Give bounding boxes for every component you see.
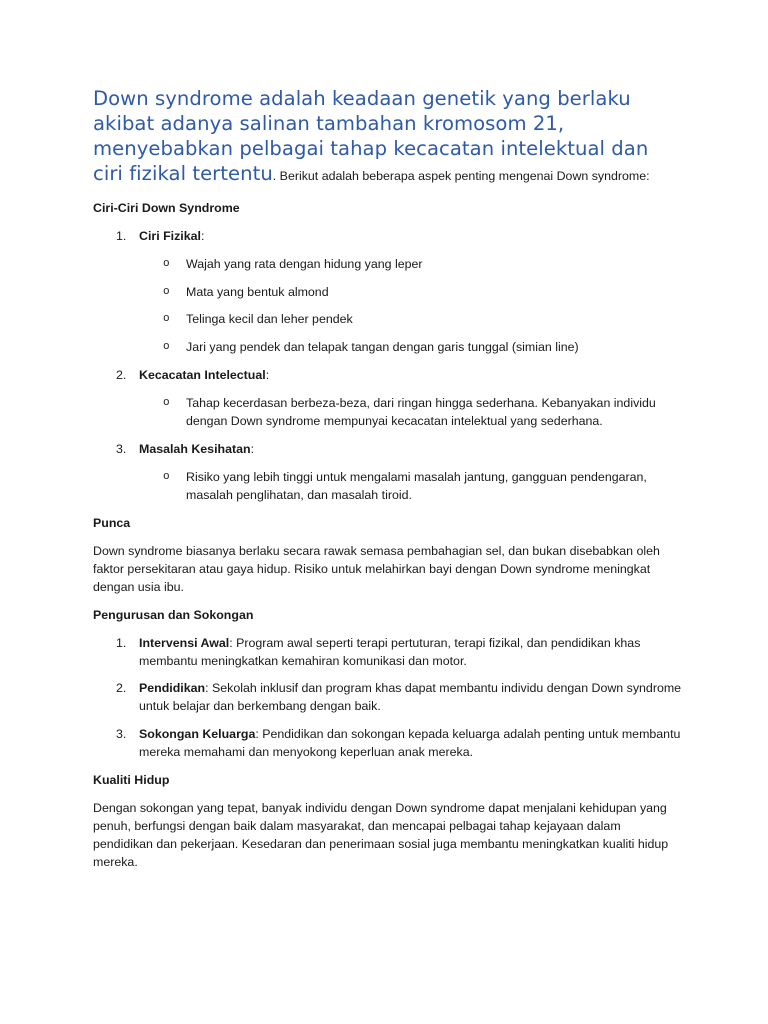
section-heading-kualiti: Kualiti Hidup <box>93 772 170 787</box>
bullet-icon: o <box>163 285 170 298</box>
sub-list-item <box>93 394 683 430</box>
sub-list-item <box>93 283 683 301</box>
list-number: 3. <box>116 441 127 456</box>
sub-list-item <box>93 255 683 273</box>
sub-item-text: Telinga kecil dan leher pendek <box>186 312 353 326</box>
punca-paragraph: Down syndrome biasanya berlaku secara rawak semasa pembahagian sel, dan bukan disebabkan oleh faktor persekitaran atau gaya hidup. Risiko untuk melahirkan bayi dengan Down syndrome meningkat dengan usia ibu. <box>93 543 660 594</box>
ciri-item-title: Kecacatan Intelectual <box>139 367 266 382</box>
sub-item-text: Tahap kecerdasan berbeza-beza, dari ringan hingga sederhana. Kebanyakan individu dengan Down syndrome mempunyai kecacatan intelektual yang sederhana. <box>186 395 656 428</box>
pengurusan-item-text: : Program awal seperti terapi pertuturan, terapi fizikal, dan pendidikan khas membantu meningkatkan kemahiran komunikasi dan motor. <box>139 635 641 668</box>
ciri-item-title: Masalah Kesihatan <box>139 441 251 456</box>
pengurusan-item <box>93 725 683 761</box>
sub-item-text: Mata yang bentuk almond <box>186 284 329 299</box>
list-number: 2. <box>116 367 127 382</box>
pengurusan-item-title: Sokongan Keluarga <box>139 726 256 741</box>
bullet-icon: o <box>163 313 170 325</box>
ciri-list <box>93 440 683 458</box>
list-number: 1. <box>116 635 127 650</box>
ciri-item <box>93 440 683 458</box>
document-body <box>93 86 683 871</box>
ciri-list <box>93 227 683 245</box>
ciri-item <box>93 227 683 245</box>
pengurusan-item-title: Intervensi Awal <box>139 635 230 650</box>
ciri-fizikal-sublist <box>93 255 683 356</box>
section-heading-punca: Punca <box>93 515 131 530</box>
list-number: 3. <box>116 726 127 741</box>
ciri-item <box>93 366 683 384</box>
kesihatan-sublist <box>93 468 683 504</box>
sub-item-text: Jari yang pendek dan telapak tangan dengan garis tunggal (simian line) <box>186 339 579 354</box>
sub-list-item <box>93 468 683 504</box>
ciri-item-colon: : <box>265 367 270 382</box>
list-number: 2. <box>116 681 127 695</box>
bullet-icon: o <box>163 470 170 483</box>
bullet-icon: o <box>163 258 170 270</box>
sub-list-item <box>93 310 683 328</box>
section-heading-pengurusan: Pengurusan dan Sokongan <box>93 607 254 622</box>
bullet-icon: o <box>163 396 170 409</box>
ciri-list <box>93 366 683 384</box>
list-number: 1. <box>116 229 127 243</box>
pengurusan-item <box>93 679 683 715</box>
intro-paragraph <box>93 86 683 186</box>
pengurusan-item <box>93 634 683 670</box>
section-heading-ciri: Ciri-Ciri Down Syndrome <box>93 201 240 215</box>
kecacatan-sublist <box>93 394 683 430</box>
ciri-item-title: Ciri Fizikal <box>139 229 201 243</box>
kualiti-paragraph: Dengan sokongan yang tepat, banyak individu dengan Down syndrome dapat menjalani kehidupan yang penuh, berfungsi dengan baik dalam masyarakat, dan mencapai pelbagai tahap kejayaan dalam pendidikan dan pekerjaan. Kesedaran dan penerimaan sosial juga membantu meningkatkan kualiti hidup mereka. <box>93 800 669 869</box>
intro-lead-text: Down syndrome adalah keadaan genetik yang berlaku akibat adanya salinan tambahan kromosom 21, menyebabkan pelbagai tahap kecacatan intelektual dan ciri fizikal tertentu <box>93 87 649 185</box>
sub-item-text: Wajah yang rata dengan hidung yang leper <box>186 257 423 271</box>
sub-item-text: Risiko yang lebih tinggi untuk mengalami masalah jantung, gangguan pendengaran, masalah penglihatan, dan masalah tiroid. <box>186 469 647 502</box>
bullet-icon: o <box>163 340 170 353</box>
ciri-item-colon: : <box>200 229 205 243</box>
intro-rest-text: . Berikut adalah beberapa aspek penting mengenai Down syndrome: <box>272 169 650 183</box>
pengurusan-list <box>93 634 683 761</box>
pengurusan-item-text: : Sekolah inklusif dan program khas dapat membantu individu dengan Down syndrome untuk belajar dan berkembang dengan baik. <box>139 681 682 713</box>
ciri-item-colon: : <box>250 441 255 456</box>
pengurusan-item-title: Pendidikan <box>139 681 206 695</box>
pengurusan-item-text: : Pendidikan dan sokongan kepada keluarga adalah penting untuk membantu mereka memahami dan menyokong keperluan anak mereka. <box>139 726 681 759</box>
sub-list-item <box>93 338 683 356</box>
